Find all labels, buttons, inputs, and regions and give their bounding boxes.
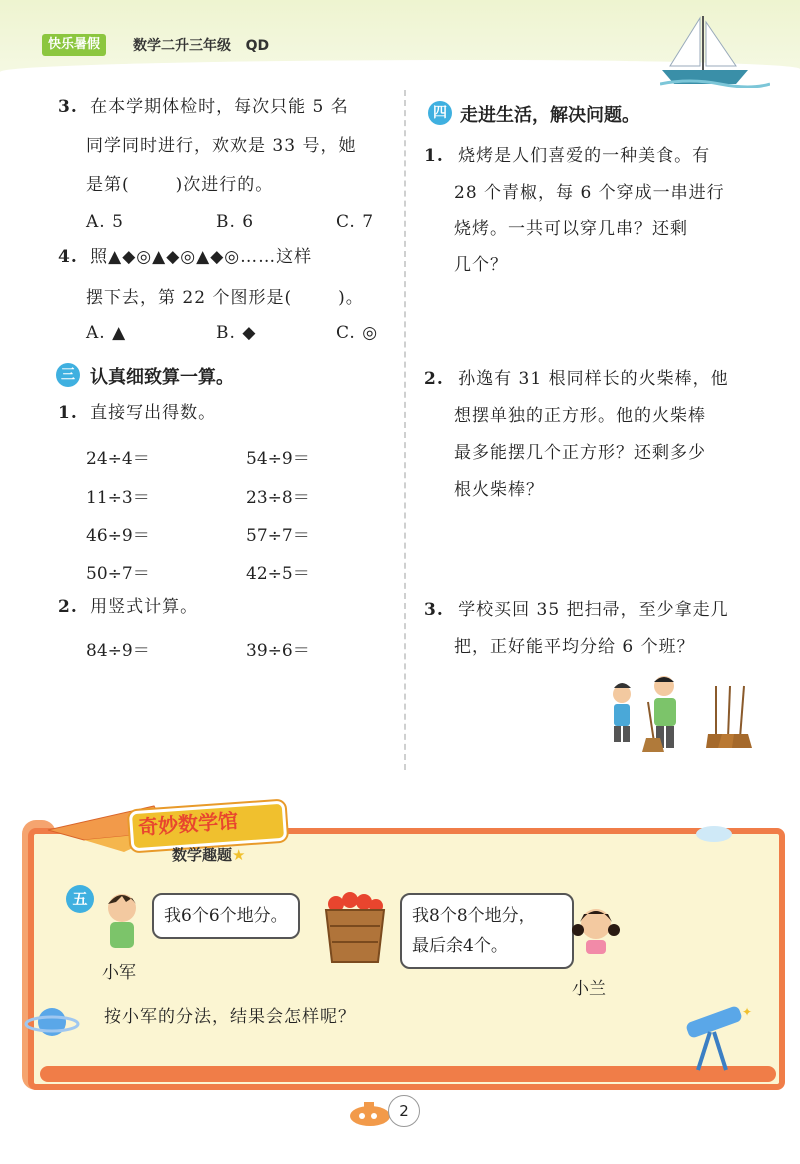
- question-text: )。: [338, 288, 364, 308]
- calc-item[interactable]: 50÷7＝: [86, 564, 150, 584]
- question-text: 28 个青椒，每 6 个穿成一串进行: [454, 183, 725, 203]
- option-b[interactable]: B. 6: [216, 212, 255, 232]
- calc-item[interactable]: 84÷9＝: [86, 641, 150, 661]
- star-icon: ★: [232, 846, 246, 864]
- girl-avatar: [568, 896, 624, 956]
- cloud-icon: [694, 820, 734, 844]
- submarine-icon: [346, 1098, 392, 1128]
- column-divider: [404, 90, 406, 770]
- question-text: 用竖式计算。: [90, 597, 199, 617]
- section-badge: 三: [56, 363, 80, 387]
- calc-item[interactable]: 39÷6＝: [246, 641, 310, 661]
- brooms-illustration: [604, 672, 764, 756]
- question-text: 直接写出得数。: [90, 403, 217, 423]
- calc-item[interactable]: 46÷9＝: [86, 526, 150, 546]
- question-3: [58, 97, 349, 117]
- option-c[interactable]: C. ◎: [336, 323, 379, 343]
- calc-item[interactable]: 24÷4＝: [86, 449, 150, 469]
- fun-question: 按小军的分法，结果会怎样呢？: [104, 1007, 356, 1027]
- page-number: 2: [388, 1095, 420, 1127]
- question-text: [86, 288, 364, 308]
- question-text: 孙逸有 31 根同样长的火柴棒，他: [458, 369, 729, 389]
- speech-bubble-right: [400, 893, 574, 969]
- triangle-icon: ▲: [112, 323, 127, 343]
- book-title: 数学二升三年级 QD: [133, 38, 270, 54]
- question-number: 1.: [424, 146, 444, 166]
- question-text: 最多能摆几个正方形？还剩多少: [454, 443, 706, 463]
- question-text: 把，正好能平均分给 6 个班？: [454, 637, 695, 657]
- speech-bubble-left: 我6个6个地分。: [152, 893, 300, 939]
- sub-question: [58, 403, 216, 423]
- question-number: 2.: [424, 369, 444, 389]
- sailboat-icon: [660, 14, 770, 88]
- calc-item[interactable]: 57÷7＝: [246, 526, 310, 546]
- question-text: 是第(: [86, 175, 130, 195]
- problem-1: [424, 146, 710, 166]
- question-number: 3.: [424, 600, 444, 620]
- option-b[interactable]: B. ◆: [216, 323, 257, 343]
- question-text: 照: [90, 247, 109, 267]
- calc-item[interactable]: 54÷9＝: [246, 449, 310, 469]
- question-text: [86, 175, 273, 195]
- question-text: 根火柴棒？: [454, 480, 544, 500]
- banner-subtitle: 数学趣题★: [172, 846, 246, 864]
- boy-avatar: [100, 888, 144, 954]
- question-text: 想摆单独的正方形。他的火柴棒: [454, 406, 706, 426]
- question-number: 2.: [58, 597, 78, 617]
- question-4: [58, 247, 312, 267]
- banner-title: 奇妙数学馆: [137, 808, 239, 840]
- question-text: 在本学期体检时，每次只能 5 名: [90, 97, 349, 117]
- sub-question: [58, 597, 198, 617]
- speaker-name-right: 小兰: [572, 979, 606, 999]
- brand-label: 快乐暑假: [42, 34, 106, 56]
- section-title: 认真细致算一算。: [90, 367, 234, 388]
- shape-pattern: ▲◆◎▲◆◎▲◆◎: [108, 247, 241, 267]
- calc-item[interactable]: 42÷5＝: [246, 564, 310, 584]
- question-text: 同学同时进行，欢欢是 33 号，她: [86, 136, 357, 156]
- section-badge: 四: [428, 101, 452, 125]
- speaker-name-left: 小军: [102, 963, 136, 983]
- bubble-line: 我8个8个地分，: [412, 906, 536, 926]
- question-text: 摆下去，第 22 个图形是(: [86, 288, 293, 308]
- question-number: 1.: [58, 403, 78, 423]
- diamond-icon: ◆: [242, 323, 257, 343]
- section-title: 走进生活，解决问题。: [460, 105, 640, 126]
- svg-text:✦: ✦: [742, 1005, 753, 1019]
- calc-item[interactable]: 11÷3＝: [86, 488, 150, 508]
- option-c[interactable]: C. 7: [336, 212, 375, 232]
- question-text: )次进行的。: [175, 175, 274, 195]
- question-text: 烧烤是人们喜爱的一种美食。有: [458, 146, 711, 166]
- option-a[interactable]: A. ▲: [86, 323, 127, 343]
- question-text: 学校买回 35 把扫帚，至少拿走几: [458, 600, 729, 620]
- apple-basket-icon: [322, 888, 388, 968]
- section-badge: 五: [66, 885, 94, 913]
- question-text: 几个？: [454, 255, 508, 275]
- question-number: 3.: [58, 97, 78, 117]
- option-a[interactable]: A. 5: [86, 212, 124, 232]
- scroll-edge: [40, 1066, 776, 1082]
- planet-icon: [22, 996, 82, 1046]
- question-text: 烧烤。一共可以穿几串？还剩: [454, 219, 688, 239]
- problem-2: [424, 369, 729, 389]
- problem-3: [424, 600, 729, 620]
- question-number: 4.: [58, 247, 78, 267]
- calc-item[interactable]: 23÷8＝: [246, 488, 310, 508]
- bullseye-icon: ◎: [362, 323, 379, 343]
- bubble-line: 最后余4个。: [412, 936, 508, 956]
- telescope-icon: [676, 1004, 756, 1074]
- question-text: ……这样: [240, 247, 313, 267]
